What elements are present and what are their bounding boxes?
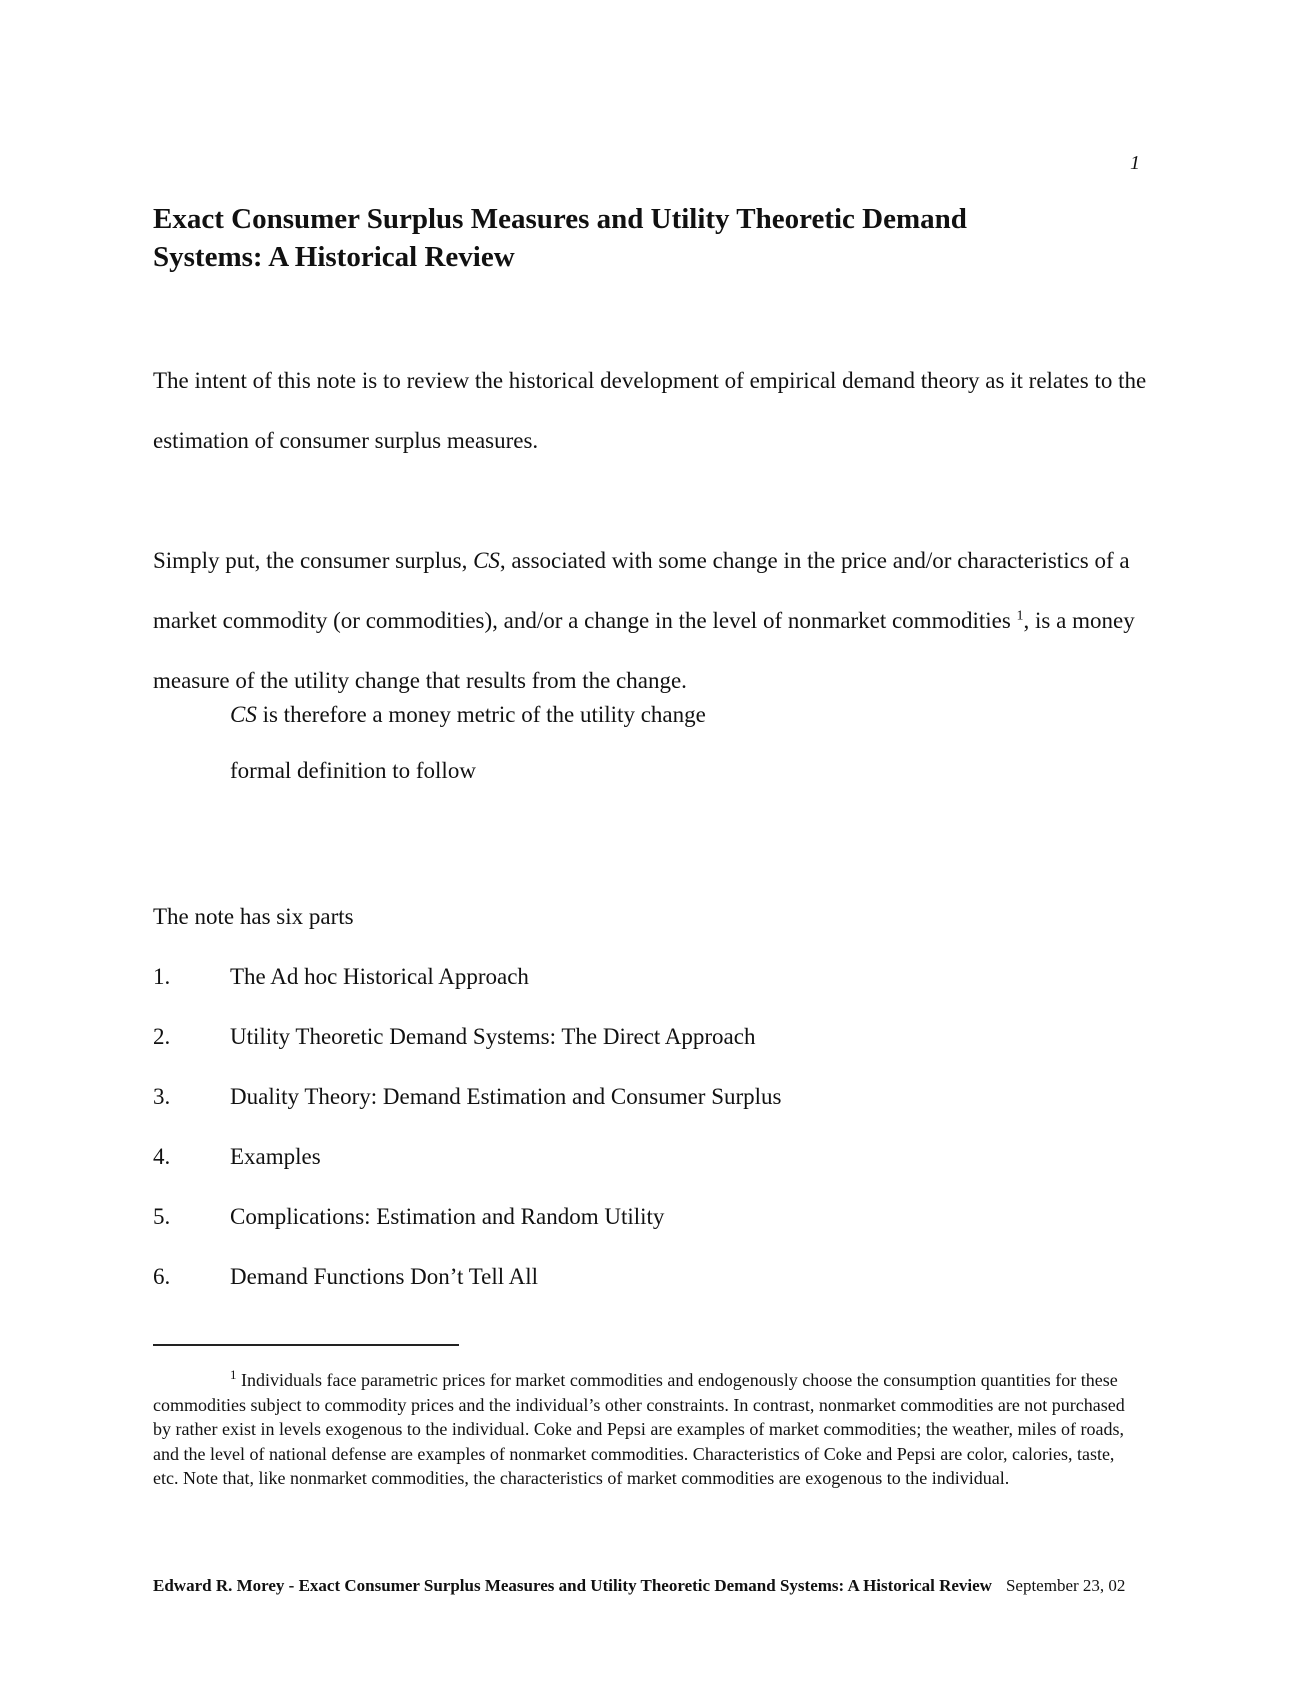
footnote-text: Individuals face parametric prices for market commodities and endogenously choose the consumption quantities for these commodities subject to commodity prices and the individual’s other constraints. In contrast, nonmarket commodities are not purchased by rather exist in levels exogenous to the individual. Coke and Pepsi are examples of market commodities; the weather, miles of roads, and the level of national defense are examples of nonmarket commodities. Characteristics of Coke and Pepsi are color, calories, taste, etc. Note that, like nonmarket commodities, the characteristics of market commodities are exogenous to the individual. xyxy=(153,1370,1125,1488)
list-item-number: 1. xyxy=(153,964,171,989)
page-footer xyxy=(153,1576,1153,1596)
list-item xyxy=(153,1084,782,1144)
document-title xyxy=(153,200,1153,276)
title-line-1: Exact Consumer Surplus Measures and Utility Theoretic Demand xyxy=(153,203,967,235)
parts-heading: The note has six parts xyxy=(153,904,354,929)
list-item-label: Utility Theoretic Demand Systems: The Direct Approach xyxy=(230,1024,756,1049)
cs-symbol-indent: CS xyxy=(230,702,257,727)
list-item xyxy=(153,1024,782,1084)
money-metric-text: is therefore a money metric of the utility change xyxy=(256,702,706,727)
indent-line-money-metric xyxy=(230,700,706,730)
title-line-2: Systems: A Historical Review xyxy=(153,241,515,273)
cs-text-middle: , associated with some change in the price and/or characteristics of a market commodity (or commodities), and/or a change in the level of nonmarket commodities xyxy=(153,548,1130,633)
cs-text-end: , is a money measure of the utility change that results from the change. xyxy=(153,608,1135,693)
cs-symbol: CS xyxy=(473,548,500,573)
footnote-divider xyxy=(153,1344,459,1346)
list-item xyxy=(153,964,782,1024)
list-item xyxy=(153,1144,782,1204)
footer-author-title: Edward R. Morey - Exact Consumer Surplus Measures and Utility Theoretic Demand Systems: A Historical Review xyxy=(153,1576,992,1595)
cs-text-start: Simply put, the consumer surplus, xyxy=(153,548,474,573)
list-item-label: Examples xyxy=(230,1144,321,1169)
indent-line-formal-definition: formal definition to follow xyxy=(230,758,476,783)
intro-paragraph: The intent of this note is to review the historical development of empirical demand theory as it relates to the estimation of consumer surplus measures. xyxy=(153,368,1147,453)
list-item-label: Complications: Estimation and Random Utility xyxy=(230,1204,665,1229)
footnote-mark: 1 xyxy=(230,1367,237,1382)
footnote xyxy=(153,1368,1143,1491)
footnote-reference[interactable]: 1 xyxy=(1016,608,1024,624)
list-item-label: Demand Functions Don’t Tell All xyxy=(230,1264,539,1289)
list-item-label: The Ad hoc Historical Approach xyxy=(230,964,529,989)
consumer-surplus-paragraph xyxy=(153,531,1163,711)
list-item-number: 3. xyxy=(153,1084,171,1109)
list-item-number: 2. xyxy=(153,1024,171,1049)
list-item-number: 5. xyxy=(153,1204,171,1229)
list-item xyxy=(153,1264,782,1324)
list-item-number: 6. xyxy=(153,1264,171,1289)
page-number: 1 xyxy=(1130,152,1140,174)
list-item xyxy=(153,1204,782,1264)
footer-date: September 23, 02 xyxy=(1005,1576,1126,1595)
parts-list xyxy=(153,964,782,1324)
list-item-number: 4. xyxy=(153,1144,171,1169)
list-item-label: Duality Theory: Demand Estimation and Consumer Surplus xyxy=(230,1084,782,1109)
